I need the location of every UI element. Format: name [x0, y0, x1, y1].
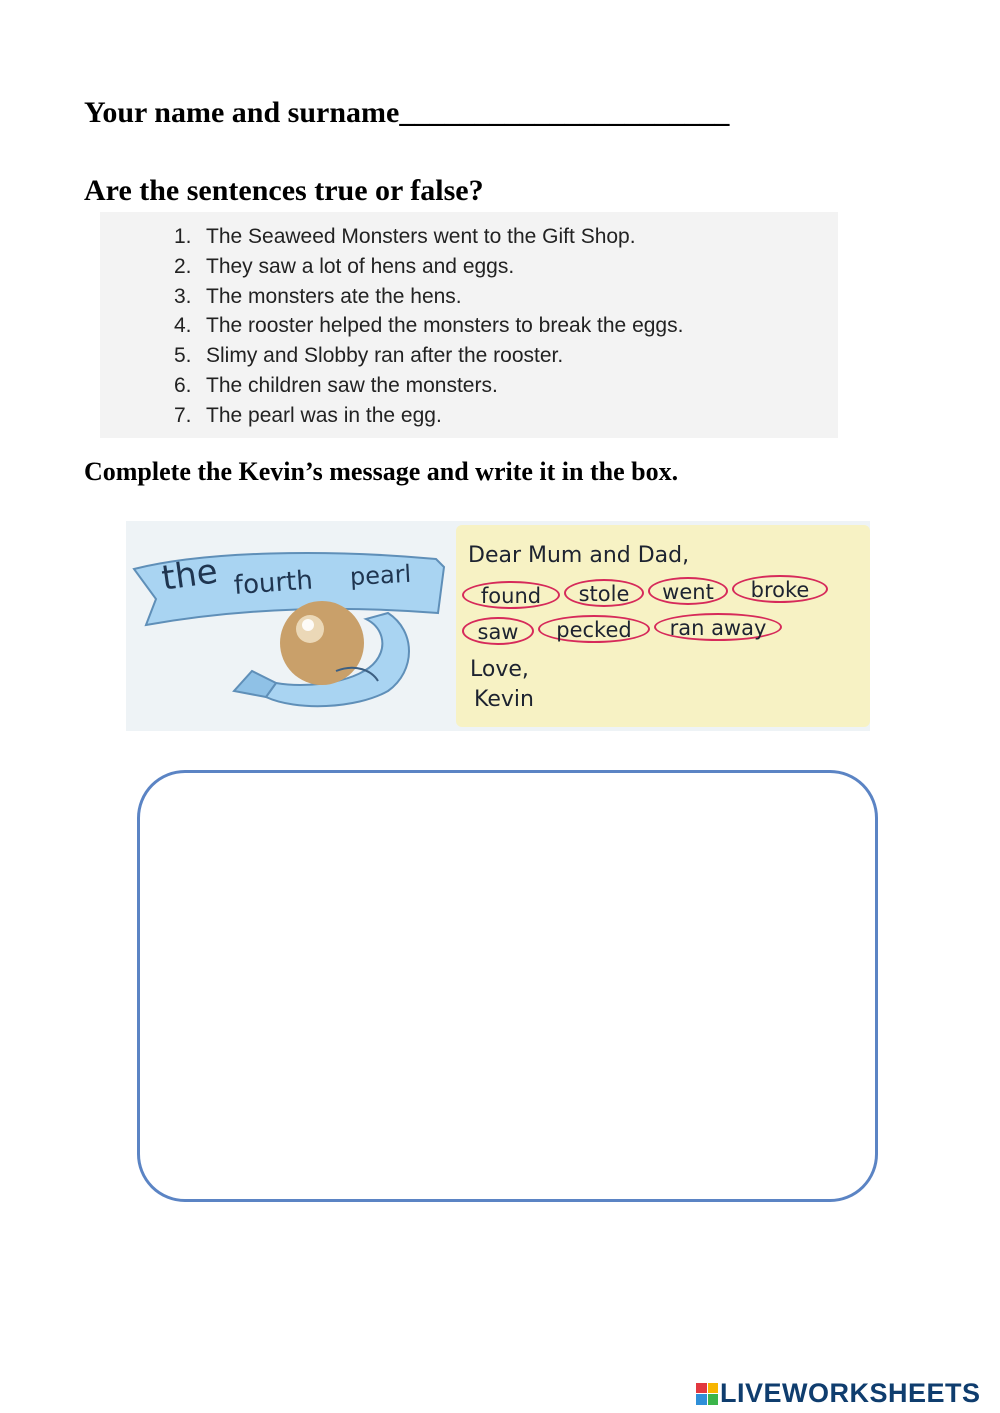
banner-word-the: the — [159, 551, 221, 599]
word-chip: went — [648, 577, 728, 605]
sentence-panel — [100, 212, 838, 438]
list-item — [174, 252, 683, 282]
logo-square — [696, 1383, 707, 1394]
sentence-number: 7. — [174, 403, 192, 427]
message-sender: Kevin — [474, 687, 534, 712]
sentence-text: The rooster helped the monsters to break the eggs. — [206, 314, 684, 338]
list-item — [174, 371, 683, 401]
sentence-number: 5. — [174, 344, 192, 368]
sentence-text: The pearl was in the egg. — [206, 403, 442, 427]
message-note — [456, 525, 870, 727]
sentence-text: Slimy and Slobby ran after the rooster. — [206, 344, 564, 368]
logo-text: LIVEWORKSHEETS — [720, 1378, 981, 1408]
word-chip: pecked — [538, 615, 650, 643]
message-illustration — [126, 521, 870, 731]
message-task-title: Complete the Kevin’s message and write it in the box. — [84, 457, 679, 486]
banner-word-pearl: pearl — [349, 559, 412, 591]
sentence-number: 6. — [174, 373, 192, 397]
word-chip: stole — [564, 579, 644, 607]
logo-square — [708, 1394, 719, 1405]
list-item — [174, 222, 683, 252]
sentence-text: The Seaweed Monsters went to the Gift Shop. — [206, 225, 636, 248]
sentence-number: 4. — [174, 314, 192, 338]
sentence-text: The children saw the monsters. — [206, 373, 498, 397]
liveworksheets-logo — [696, 1378, 981, 1409]
word-chip: saw — [462, 617, 534, 645]
sentence-list — [174, 222, 683, 431]
word-chip: broke — [732, 575, 828, 603]
message-sign-off: Love, — [470, 657, 529, 682]
sentence-number: 1. — [174, 225, 192, 248]
ribbon-banner-illustration — [126, 521, 466, 731]
name-prompt: Your name and surname______________________ — [84, 96, 730, 129]
sentence-number: 3. — [174, 284, 192, 308]
answer-box[interactable] — [137, 770, 878, 1202]
banner-word-fourth: fourth — [232, 565, 314, 601]
word-chip: found — [462, 581, 560, 609]
true-false-title: Are the sentences true or false? — [84, 174, 484, 207]
logo-square — [708, 1383, 719, 1394]
logo-square — [696, 1394, 707, 1405]
list-item — [174, 311, 683, 341]
sentence-text: The monsters ate the hens. — [206, 284, 462, 308]
sentence-number: 2. — [174, 254, 192, 278]
message-greeting: Dear Mum and Dad, — [468, 543, 690, 568]
list-item — [174, 341, 683, 371]
list-item — [174, 282, 683, 312]
word-chip: ran away — [654, 613, 782, 641]
sentence-text: They saw a lot of hens and eggs. — [206, 254, 515, 278]
list-item — [174, 401, 683, 431]
logo-squares-icon — [696, 1383, 718, 1405]
